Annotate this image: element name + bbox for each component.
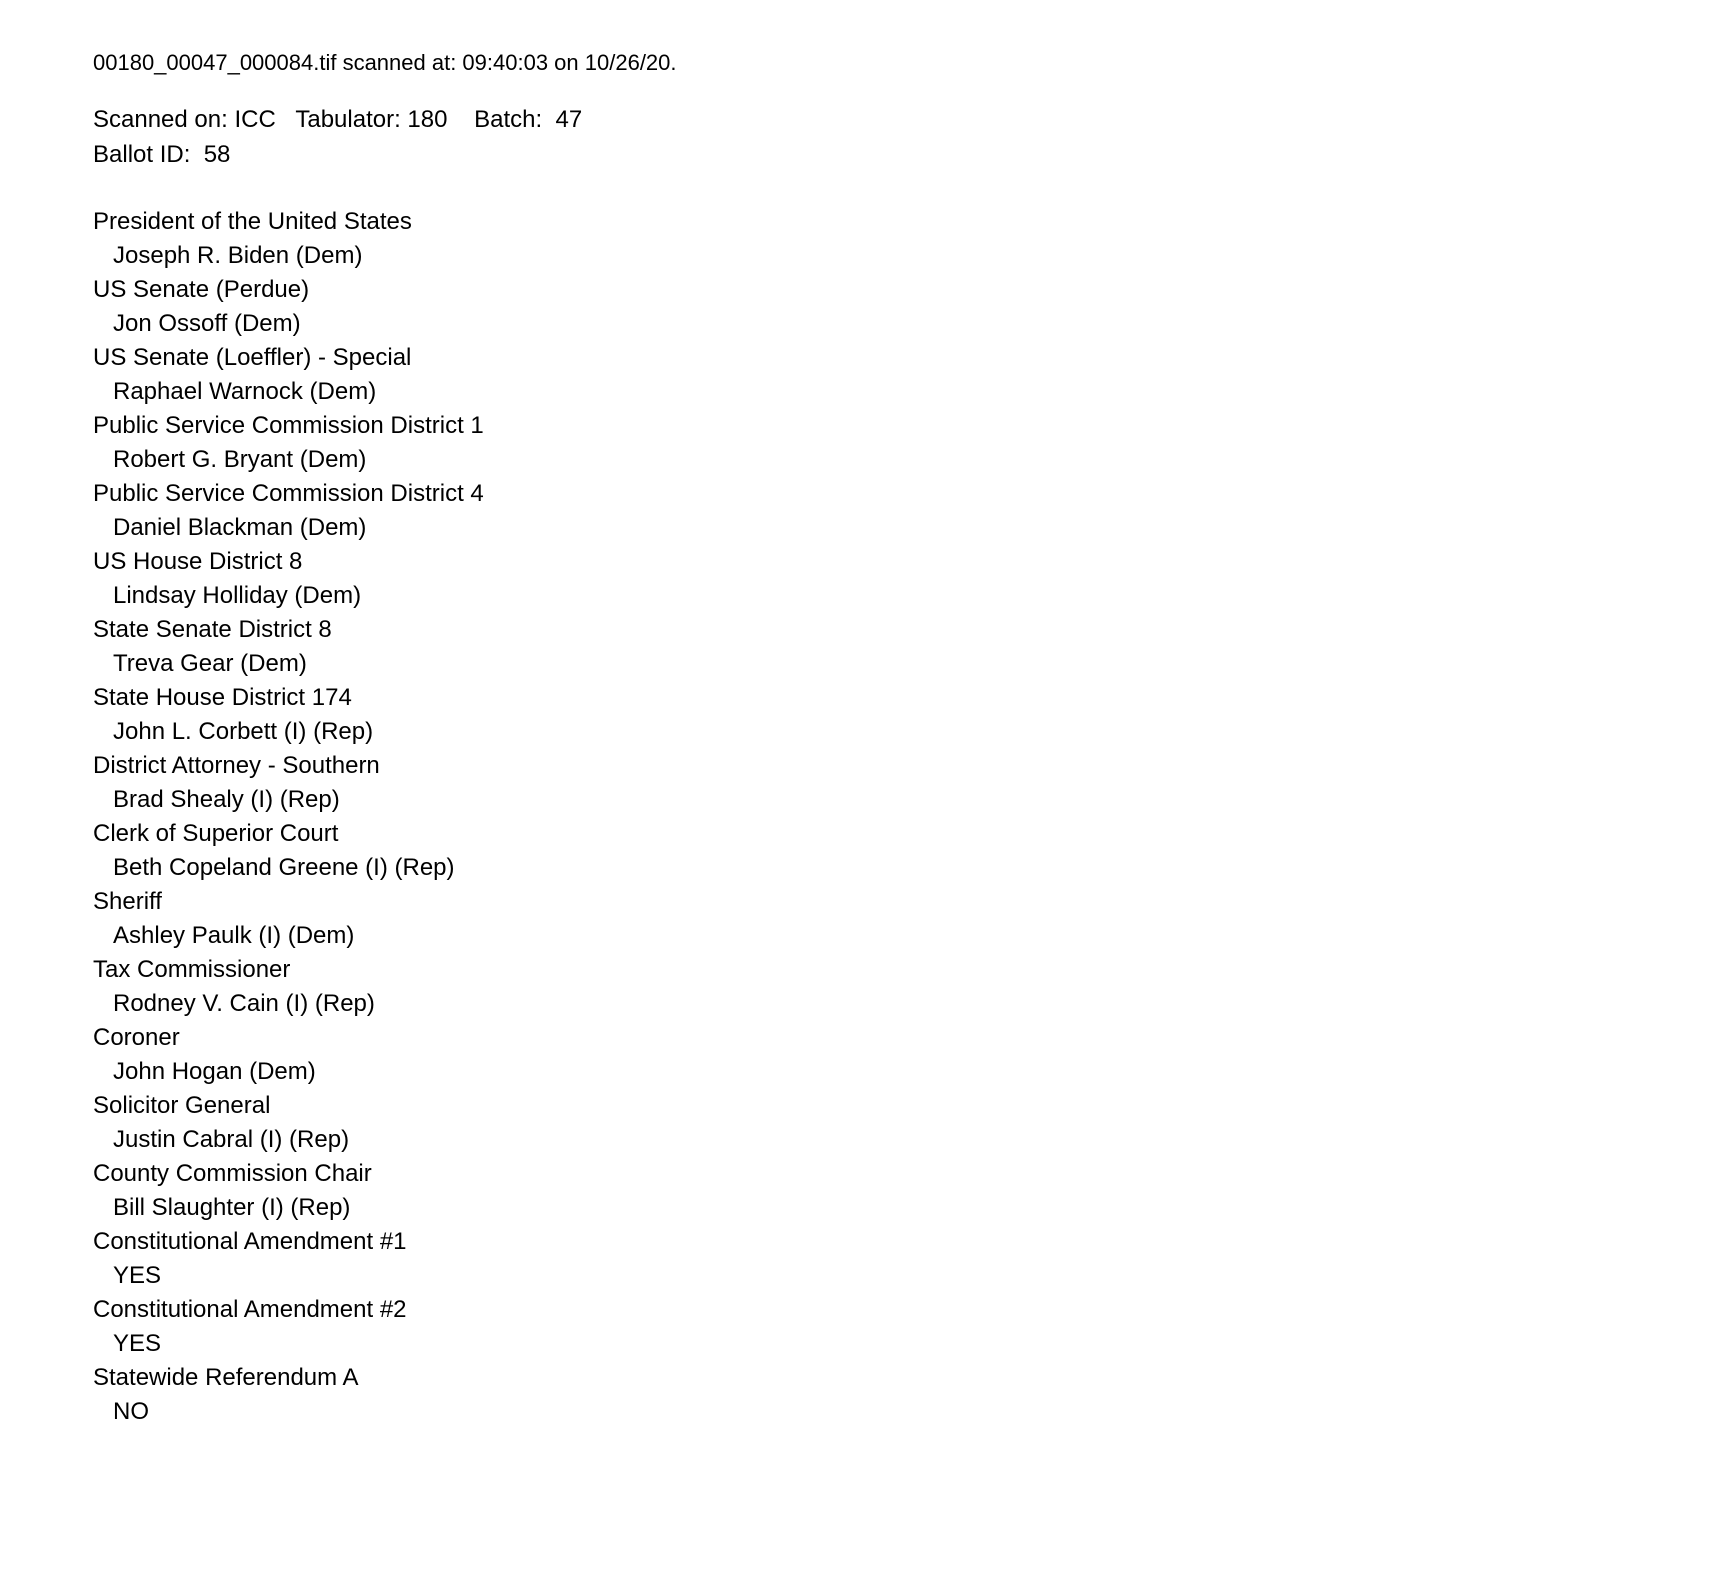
contest-selection: Justin Cabral (I) (Rep) [113,1126,350,1153]
contest-office: Constitutional Amendment #1 [93,1228,407,1255]
contest-office: Statewide Referendum A [93,1364,359,1391]
contest-office: Coroner [93,1024,180,1051]
contest-entry [93,545,1670,613]
contest-office: State Senate District 8 [93,616,332,643]
contest-selection: Raphael Warnock (Dem) [113,378,377,405]
contest-selection: Treva Gear (Dem) [113,650,307,677]
contest-entry [93,273,1670,341]
contest-office: Public Service Commission District 1 [93,412,484,439]
contest-entry [93,953,1670,1021]
contest-office: Sheriff [93,888,162,915]
contest-office: US Senate (Loeffler) - Special [93,344,412,371]
contest-office: Tax Commissioner [93,956,291,983]
contest-office: US House District 8 [93,548,303,575]
contest-entry [93,341,1670,409]
contest-entry [93,749,1670,817]
contest-selection: YES [113,1330,162,1357]
scanner-info-line: Scanned on: ICC Tabulator: 180 Batch: 47 [93,106,583,133]
contest-entry [93,613,1670,681]
contest-office: District Attorney - Southern [93,752,380,779]
contest-selection: Lindsay Holliday (Dem) [113,582,362,609]
contest-selection: John Hogan (Dem) [113,1058,316,1085]
contest-office: County Commission Chair [93,1160,372,1187]
ballot-id-line: Ballot ID: 58 [93,141,231,168]
scan-meta-block [93,102,1670,172]
contest-entry [93,1225,1670,1293]
contest-selection: Daniel Blackman (Dem) [113,514,367,541]
contest-entry [93,409,1670,477]
contest-selection: Rodney V. Cain (I) (Rep) [113,990,375,1017]
contest-selection: John L. Corbett (I) (Rep) [113,718,374,745]
contest-entry [93,1021,1670,1089]
contest-entry [93,1361,1670,1429]
contest-selection: NO [113,1398,149,1425]
contest-office: President of the United States [93,208,412,235]
scan-filename-line: 00180_00047_000084.tif scanned at: 09:40:03 on 10/26/20. [93,50,677,75]
contest-selection: Beth Copeland Greene (I) (Rep) [113,854,455,881]
contest-list [93,205,1670,1429]
contest-entry [93,1293,1670,1361]
contest-entry [93,1089,1670,1157]
contest-entry [93,817,1670,885]
contest-office: State House District 174 [93,684,352,711]
contest-selection: Robert G. Bryant (Dem) [113,446,367,473]
contest-office: Public Service Commission District 4 [93,480,484,507]
contest-selection: Joseph R. Biden (Dem) [113,242,363,269]
contest-office: Solicitor General [93,1092,271,1119]
contest-entry [93,1157,1670,1225]
contest-selection: Jon Ossoff (Dem) [113,310,301,337]
contest-entry [93,885,1670,953]
contest-entry [93,205,1670,273]
contest-entry [93,477,1670,545]
contest-office: Clerk of Superior Court [93,820,339,847]
contest-selection: Ashley Paulk (I) (Dem) [113,922,355,949]
contest-selection: Brad Shealy (I) (Rep) [113,786,340,813]
contest-entry [93,681,1670,749]
contest-office: Constitutional Amendment #2 [93,1296,407,1323]
contest-selection: Bill Slaughter (I) (Rep) [113,1194,351,1221]
contest-office: US Senate (Perdue) [93,276,310,303]
contest-selection: YES [113,1262,162,1289]
